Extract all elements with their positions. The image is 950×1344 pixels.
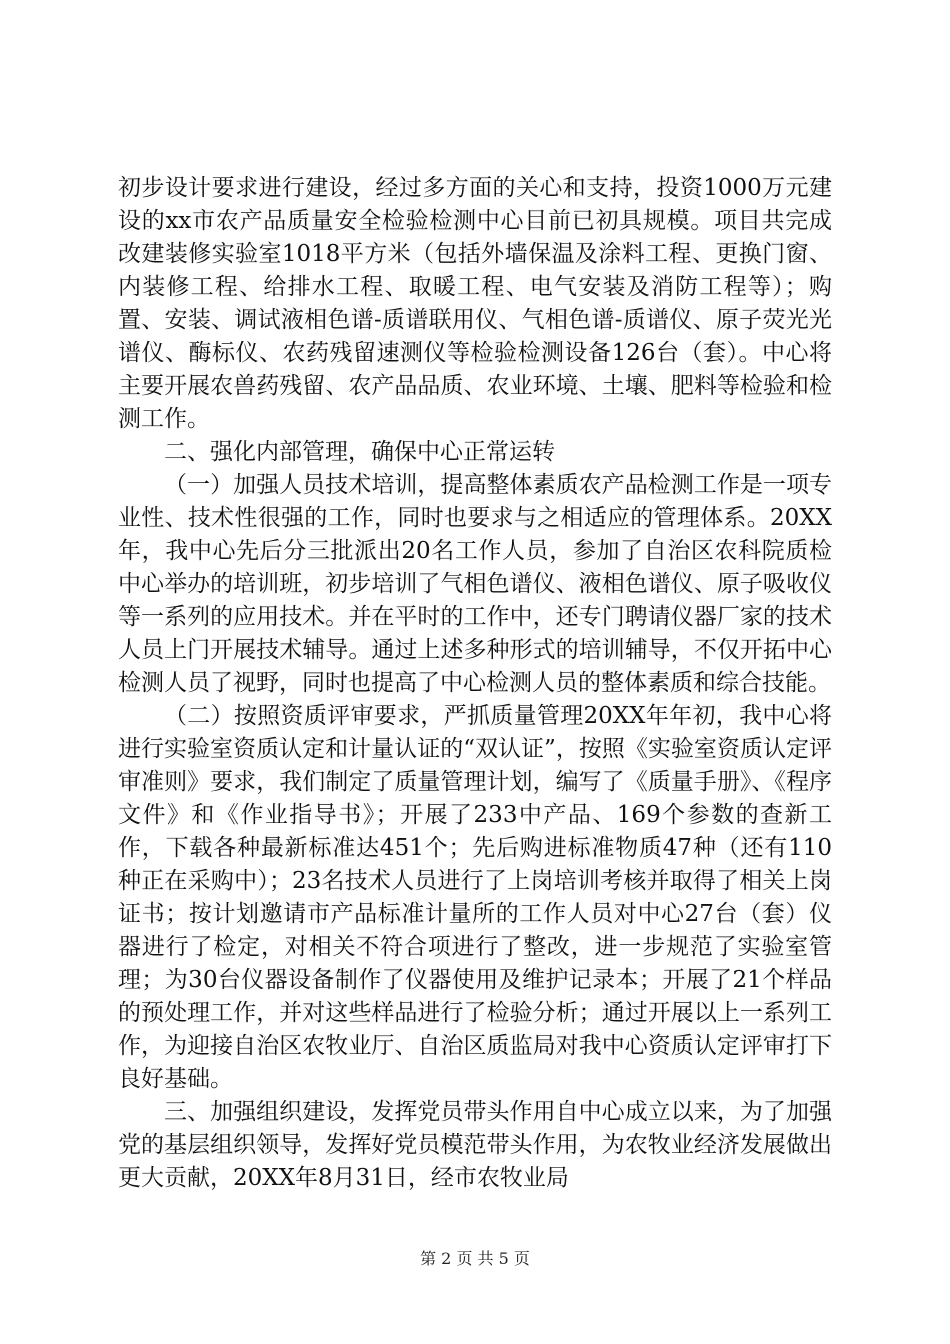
document-body — [118, 172, 832, 1195]
paragraph-staff-training: （一）加强人员技术培训，提高整体素质农产品检测工作是一项专业性、技术性很强的工作，同时也要求与之相适应的管理体系。20XX年，我中心先后分三批派出20名工作人员，参加了自治区农科院质检中心举办的培训班，初步培训了气相色谱仪、液相色谱仪、原子吸收仪等一系列的应用技术。并在平时的工作中，还专门聘请仪器厂家的技术人员上门开展技术辅导。通过上述多种形式的培训辅导，不仅开拓中心检测人员了视野，同时也提高了中心检测人员的整体素质和综合技能。 — [118, 472, 832, 696]
page-number-footer: 第 2 页 共 5 页 — [420, 1249, 530, 1268]
paragraph-organization-building: 三、加强组织建设，发挥党员带头作用自中心成立以来，为了加强党的基层组织领导，发挥好党员模范带头作用，为农牧业经济发展做出更大贡献，20XX年8月31日，经市农牧业局 — [118, 1099, 832, 1191]
paragraph-quality-management: （二）按照资质评审要求，严抓质量管理20XX年年初，我中心将进行实验室资质认定和计量认证的“双认证”，按照《实验室资质认定评审准则》要求，我们制定了质量管理计划，编写了《质量手册》、《程序文件》和《作业指导书》；开展了233中产品、169个参数的查新工作，下载各种最新标准达451个；先后购进标准物质47种（还有110种正在采购中）；23名技术人员进行了上岗培训考核并取得了相关上岗证书；按计划邀请市产品标准计量所的工作人员对中心27台（套）仪器进行了检定，对相关不符合项进行了整改，进一步规范了实验室管理；为30台仪器设备制作了仪器使用及维护记录本；开展了21个样品的预处理工作，并对这些样品进行了检验分析；通过开展以上一系列工作，为迎接自治区农牧业厅、自治区质监局对我中心资质认定评审打下良好基础。 — [118, 703, 832, 1092]
section-heading-internal-management: 二、强化内部管理，确保中心正常运转 — [164, 439, 555, 465]
paragraph-project-overview: 初步设计要求进行建设，经过多方面的关心和支持，投资1000万元建设的xx市农产品质量安全检验检测中心目前已初具规模。项目共完成改建装修实验室1018平方米（包括外墙保温及涂料工程、更换门窗、内装修工程、给排水工程、取暖工程、电气安装及消防工程等）；购置、安装、调试液相色谱-质谱联用仪、气相色谱-质谱仪、原子荧光光谱仪、酶标仪、农药残留速测仪等检验检测设备126台（套）。中心将主要开展农兽药残留、农产品品质、农业环境、土壤、肥料等检验和检测工作。 — [118, 175, 832, 432]
